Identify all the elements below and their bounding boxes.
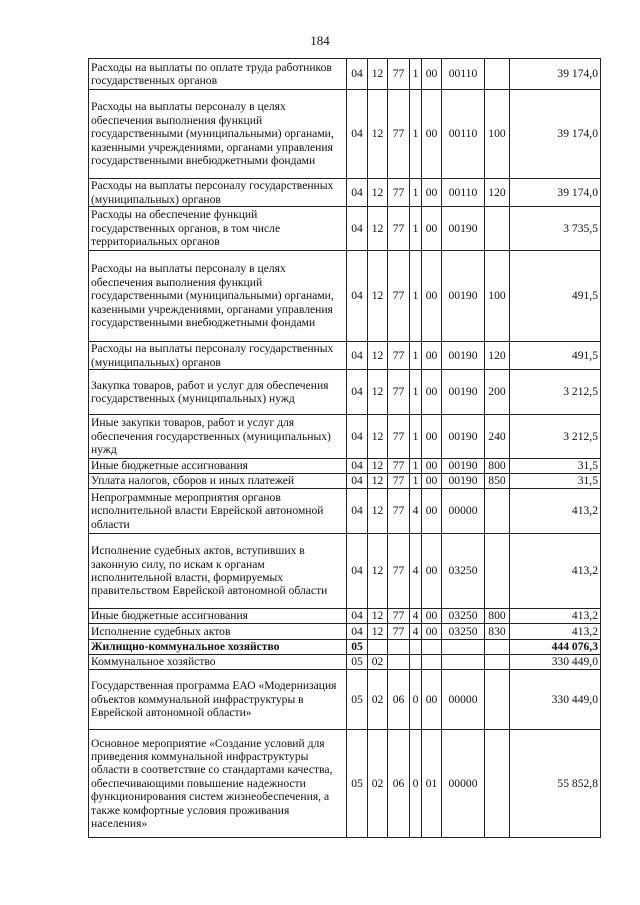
table-row xyxy=(89,342,601,370)
program-code: 77 xyxy=(388,474,410,489)
row-name: Расходы на выплаты персоналу государственных (муниципальных) органов xyxy=(89,342,347,370)
program-code: 77 xyxy=(388,207,410,251)
event-code: 00 xyxy=(422,459,442,474)
subsection-code: 12 xyxy=(368,415,388,459)
section-code: 04 xyxy=(347,489,368,534)
event-code: 00 xyxy=(422,670,442,730)
amount: 413,2 xyxy=(510,624,601,640)
amount: 3 735,5 xyxy=(510,207,601,251)
direction-code: 00000 xyxy=(442,489,485,534)
subprogram-code: 0 xyxy=(410,730,422,838)
table-row xyxy=(89,670,601,730)
row-name: Закупка товаров, работ и услуг для обеспечения государственных (муниципальных) нужд xyxy=(89,370,347,415)
expense-type-code xyxy=(485,59,510,90)
subprogram-code: 4 xyxy=(410,624,422,640)
amount: 3 212,5 xyxy=(510,415,601,459)
subsection-code: 02 xyxy=(368,730,388,838)
subprogram-code xyxy=(410,640,422,655)
program-code: 77 xyxy=(388,370,410,415)
amount: 3 212,5 xyxy=(510,370,601,415)
section-code: 04 xyxy=(347,251,368,342)
row-name: Государственная программа ЕАО «Модернизация объектов коммунальной инфраструктуры в Еврейской автономной области» xyxy=(89,670,347,730)
section-code: 04 xyxy=(347,179,368,207)
subsection-code: 12 xyxy=(368,370,388,415)
direction-code: 00190 xyxy=(442,342,485,370)
event-code: 00 xyxy=(422,251,442,342)
direction-code: 00000 xyxy=(442,730,485,838)
table-row xyxy=(89,624,601,640)
amount: 413,2 xyxy=(510,489,601,534)
direction-code: 00190 xyxy=(442,251,485,342)
event-code: 00 xyxy=(422,415,442,459)
program-code: 77 xyxy=(388,489,410,534)
program-code: 77 xyxy=(388,251,410,342)
amount: 31,5 xyxy=(510,474,601,489)
direction-code: 00110 xyxy=(442,179,485,207)
subprogram-code: 1 xyxy=(410,90,422,179)
event-code: 00 xyxy=(422,474,442,489)
expense-type-code xyxy=(485,207,510,251)
program-code: 06 xyxy=(388,670,410,730)
section-code: 04 xyxy=(347,624,368,640)
subprogram-code: 1 xyxy=(410,207,422,251)
expense-type-code: 120 xyxy=(485,342,510,370)
event-code: 00 xyxy=(422,609,442,624)
table-row xyxy=(89,640,601,655)
program-code: 77 xyxy=(388,179,410,207)
program-code: 77 xyxy=(388,609,410,624)
expense-type-code xyxy=(485,655,510,670)
subsection-code: 12 xyxy=(368,251,388,342)
event-code: 00 xyxy=(422,179,442,207)
amount: 55 852,8 xyxy=(510,730,601,838)
event-code: 00 xyxy=(422,624,442,640)
subsection-code: 12 xyxy=(368,90,388,179)
amount: 39 174,0 xyxy=(510,179,601,207)
section-code: 05 xyxy=(347,655,368,670)
row-name: Непрограммные мероприятия органов исполнительной власти Еврейской автономной области xyxy=(89,489,347,534)
section-code: 04 xyxy=(347,370,368,415)
expense-type-code: 800 xyxy=(485,459,510,474)
table-row xyxy=(89,415,601,459)
table-row xyxy=(89,90,601,179)
row-name: Исполнение судебных актов xyxy=(89,624,347,640)
section-code: 04 xyxy=(347,90,368,179)
page-number: 184 xyxy=(310,33,330,48)
subprogram-code: 1 xyxy=(410,370,422,415)
section-code: 04 xyxy=(347,342,368,370)
subprogram-code: 1 xyxy=(410,459,422,474)
amount: 413,2 xyxy=(510,534,601,609)
event-code: 00 xyxy=(422,370,442,415)
subprogram-code: 1 xyxy=(410,179,422,207)
row-name: Расходы на обеспечение функций государственных органов, в том числе территориальных органов xyxy=(89,207,347,251)
expense-type-code: 100 xyxy=(485,251,510,342)
subprogram-code: 4 xyxy=(410,489,422,534)
section-code: 04 xyxy=(347,459,368,474)
amount: 39 174,0 xyxy=(510,90,601,179)
event-code xyxy=(422,655,442,670)
direction-code: 00190 xyxy=(442,207,485,251)
program-code: 77 xyxy=(388,415,410,459)
section-code: 04 xyxy=(347,59,368,90)
subprogram-code: 1 xyxy=(410,59,422,90)
program-code: 77 xyxy=(388,624,410,640)
expense-type-code xyxy=(485,534,510,609)
direction-code xyxy=(442,655,485,670)
row-name: Расходы на выплаты персоналу государственных (муниципальных) органов xyxy=(89,179,347,207)
program-code xyxy=(388,655,410,670)
amount: 491,5 xyxy=(510,251,601,342)
expense-type-code: 830 xyxy=(485,624,510,640)
expense-type-code: 120 xyxy=(485,179,510,207)
expense-type-code xyxy=(485,730,510,838)
expense-type-code: 100 xyxy=(485,90,510,179)
subprogram-code: 4 xyxy=(410,534,422,609)
row-name: Основное мероприятие «Создание условий для приведения коммунальной инфраструктуры области в соответствие со стандартами качества, обеспечивающими повышение надежности функционирования систем жизнеобеспечения, а также комфортные условия проживания населения» xyxy=(89,730,347,838)
subsection-code: 12 xyxy=(368,474,388,489)
row-name: Иные бюджетные ассигнования xyxy=(89,609,347,624)
event-code: 00 xyxy=(422,90,442,179)
amount: 31,5 xyxy=(510,459,601,474)
expense-type-code: 200 xyxy=(485,370,510,415)
subprogram-code: 1 xyxy=(410,251,422,342)
table-row xyxy=(89,655,601,670)
subsection-code xyxy=(368,640,388,655)
table-row xyxy=(89,179,601,207)
expense-type-code: 800 xyxy=(485,609,510,624)
table-row xyxy=(89,459,601,474)
direction-code: 00000 xyxy=(442,670,485,730)
subsection-code: 12 xyxy=(368,459,388,474)
direction-code: 00190 xyxy=(442,459,485,474)
row-name: Коммунальное хозяйство xyxy=(89,655,347,670)
subprogram-code: 4 xyxy=(410,609,422,624)
row-name: Уплата налогов, сборов и иных платежей xyxy=(89,474,347,489)
row-name: Исполнение судебных актов, вступивших в законную силу, по искам к органам исполнительной власти, формируемых правительством Еврейской автономной области xyxy=(89,534,347,609)
program-code xyxy=(388,640,410,655)
section-code: 05 xyxy=(347,730,368,838)
subprogram-code xyxy=(410,655,422,670)
subsection-code: 12 xyxy=(368,609,388,624)
direction-code xyxy=(442,640,485,655)
direction-code: 03250 xyxy=(442,609,485,624)
table-row xyxy=(89,474,601,489)
direction-code: 00190 xyxy=(442,415,485,459)
expense-type-code xyxy=(485,670,510,730)
table-row xyxy=(89,534,601,609)
program-code: 77 xyxy=(388,534,410,609)
expense-type-code xyxy=(485,489,510,534)
event-code: 00 xyxy=(422,489,442,534)
amount: 413,2 xyxy=(510,609,601,624)
row-name: Расходы на выплаты персоналу в целях обеспечения выполнения функций государственными (муниципальными) органами, казенными учреждениями, органами управления государственными внебюджетными фондами xyxy=(89,251,347,342)
section-code: 04 xyxy=(347,207,368,251)
budget-table xyxy=(88,58,601,838)
program-code: 77 xyxy=(388,90,410,179)
amount: 491,5 xyxy=(510,342,601,370)
row-name: Расходы на выплаты персоналу в целях обеспечения выполнения функций государственными (муниципальными) органами, казенными учреждениями, органами управления государственными внебюджетными фондами xyxy=(89,90,347,179)
subsection-code: 12 xyxy=(368,624,388,640)
subprogram-code: 1 xyxy=(410,342,422,370)
row-name: Иные бюджетные ассигнования xyxy=(89,459,347,474)
subprogram-code: 1 xyxy=(410,415,422,459)
table-row xyxy=(89,207,601,251)
event-code xyxy=(422,640,442,655)
section-code: 04 xyxy=(347,534,368,609)
subsection-code: 12 xyxy=(368,207,388,251)
subprogram-code: 0 xyxy=(410,670,422,730)
direction-code: 03250 xyxy=(442,534,485,609)
direction-code: 00110 xyxy=(442,90,485,179)
program-code: 77 xyxy=(388,459,410,474)
amount: 330 449,0 xyxy=(510,655,601,670)
amount: 39 174,0 xyxy=(510,59,601,90)
section-code: 04 xyxy=(347,609,368,624)
subsection-code: 12 xyxy=(368,59,388,90)
table-row xyxy=(89,730,601,838)
subsection-code: 12 xyxy=(368,489,388,534)
direction-code: 00190 xyxy=(442,474,485,489)
row-name: Жилищно-коммунальное хозяйство xyxy=(89,640,347,655)
direction-code: 03250 xyxy=(442,624,485,640)
table-row xyxy=(89,251,601,342)
section-code: 04 xyxy=(347,474,368,489)
subprogram-code: 1 xyxy=(410,474,422,489)
table-row xyxy=(89,59,601,90)
table-row xyxy=(89,370,601,415)
row-name: Иные закупки товаров, работ и услуг для обеспечения государственных (муниципальных) нужд xyxy=(89,415,347,459)
program-code: 06 xyxy=(388,730,410,838)
subsection-code: 02 xyxy=(368,670,388,730)
amount: 444 076,3 xyxy=(510,640,601,655)
program-code: 77 xyxy=(388,59,410,90)
section-code: 05 xyxy=(347,670,368,730)
event-code: 00 xyxy=(422,342,442,370)
expense-type-code: 240 xyxy=(485,415,510,459)
amount: 330 449,0 xyxy=(510,670,601,730)
event-code: 00 xyxy=(422,207,442,251)
budget-table-body xyxy=(89,59,601,838)
program-code: 77 xyxy=(388,342,410,370)
subsection-code: 12 xyxy=(368,534,388,609)
event-code: 00 xyxy=(422,534,442,609)
expense-type-code xyxy=(485,640,510,655)
direction-code: 00110 xyxy=(442,59,485,90)
event-code: 00 xyxy=(422,59,442,90)
subsection-code: 12 xyxy=(368,179,388,207)
table-row xyxy=(89,609,601,624)
subsection-code: 02 xyxy=(368,655,388,670)
row-name: Расходы на выплаты по оплате труда работников государственных органов xyxy=(89,59,347,90)
table-row xyxy=(89,489,601,534)
subsection-code: 12 xyxy=(368,342,388,370)
section-code: 04 xyxy=(347,415,368,459)
event-code: 01 xyxy=(422,730,442,838)
section-code: 05 xyxy=(347,640,368,655)
expense-type-code: 850 xyxy=(485,474,510,489)
direction-code: 00190 xyxy=(442,370,485,415)
